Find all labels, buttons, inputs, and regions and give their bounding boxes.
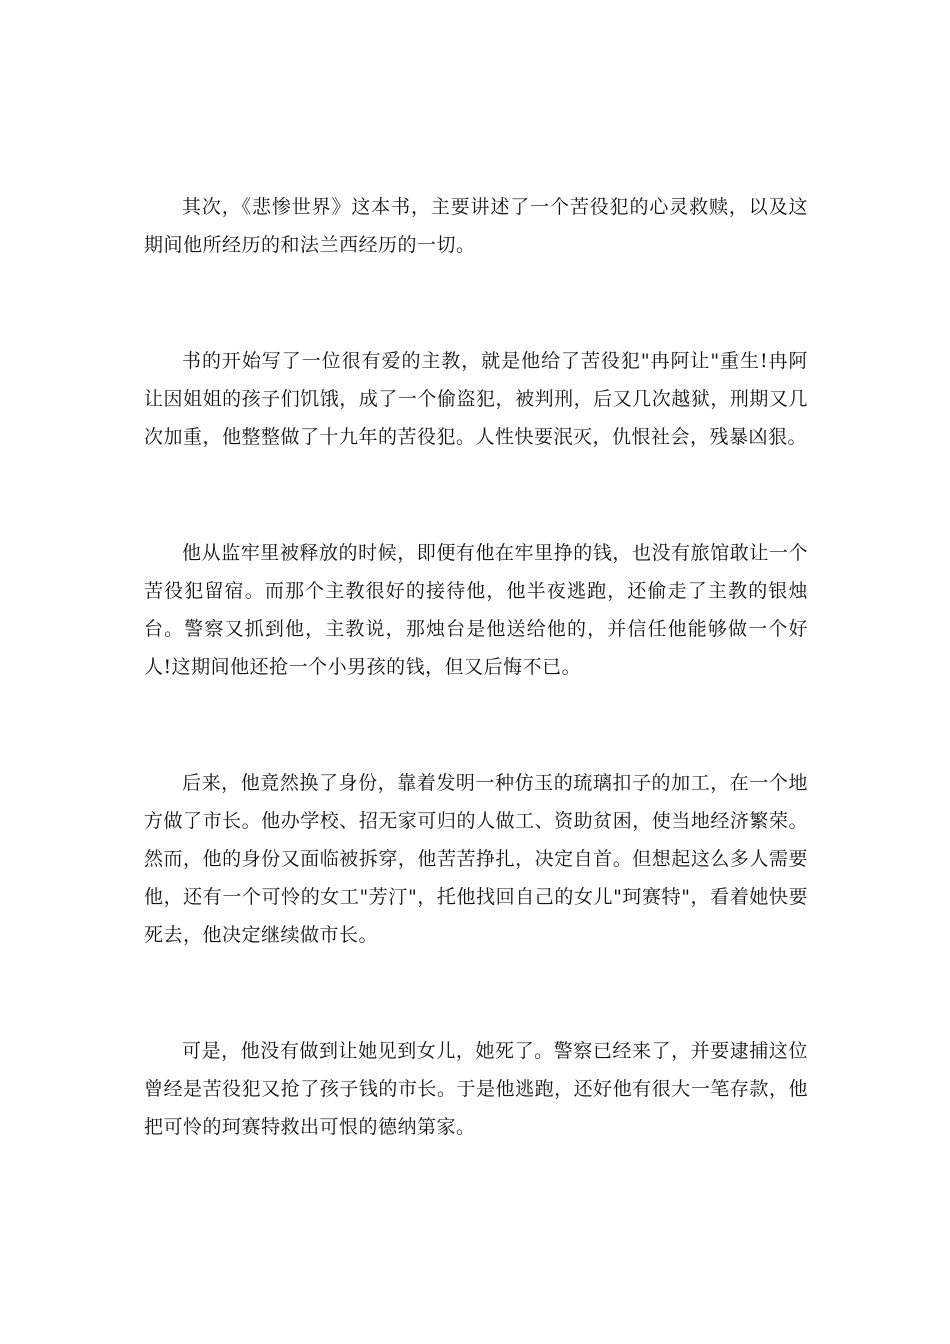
paragraph-4: 后来，他竟然换了身份，靠着发明一种仿玉的琉璃扣子的加工，在一个地方做了市长。他办学校、招无家可归的人做工、资助贫困，使当地经济繁荣。然而，他的身份又面临被拆穿，他苦苦挣扎，决定自首。但想起这么多人需要他，还有一个可怜的女工"芳汀"，托他找回自己的女儿"珂赛特"，看着她快要死去，他决定继续做市长。: [144, 772, 808, 946]
document-body: [144, 188, 808, 1224]
paragraph-2: 书的开始写了一位很有爱的主教，就是他给了苦役犯"冉阿让"重生!冉阿让因姐姐的孩子们饥饿，成了一个偷盗犯，被判刑，后又几次越狱，刑期又几次加重，他整整做了十九年的苦役犯。人性快要泯灭，仇恨社会，残暴凶狠。: [144, 350, 808, 448]
paragraph-3: 他从监牢里被释放的时候，即便有他在牢里挣的钱，也没有旅馆敢让一个苦役犯留宿。而那个主教很好的接待他，他半夜逃跑，还偷走了主教的银烛台。警察又抓到他，主教说，那烛台是他送给他的，并信任他能够做一个好人!这期间他还抢一个小男孩的钱，但又后悔不已。: [144, 542, 808, 678]
paragraph-1: 其次，《悲惨世界》这本书，主要讲述了一个苦役犯的心灵救赎，以及这期间他所经历的和法兰西经历的一切。: [144, 196, 808, 256]
paragraph-5: 可是，他没有做到让她见到女儿，她死了。警察已经来了，并要逮捕这位曾经是苦役犯又抢了孩子钱的市长。于是他逃跑，还好他有很大一笔存款，他把可怜的珂赛特救出可恨的德纳第家。: [144, 1040, 808, 1138]
